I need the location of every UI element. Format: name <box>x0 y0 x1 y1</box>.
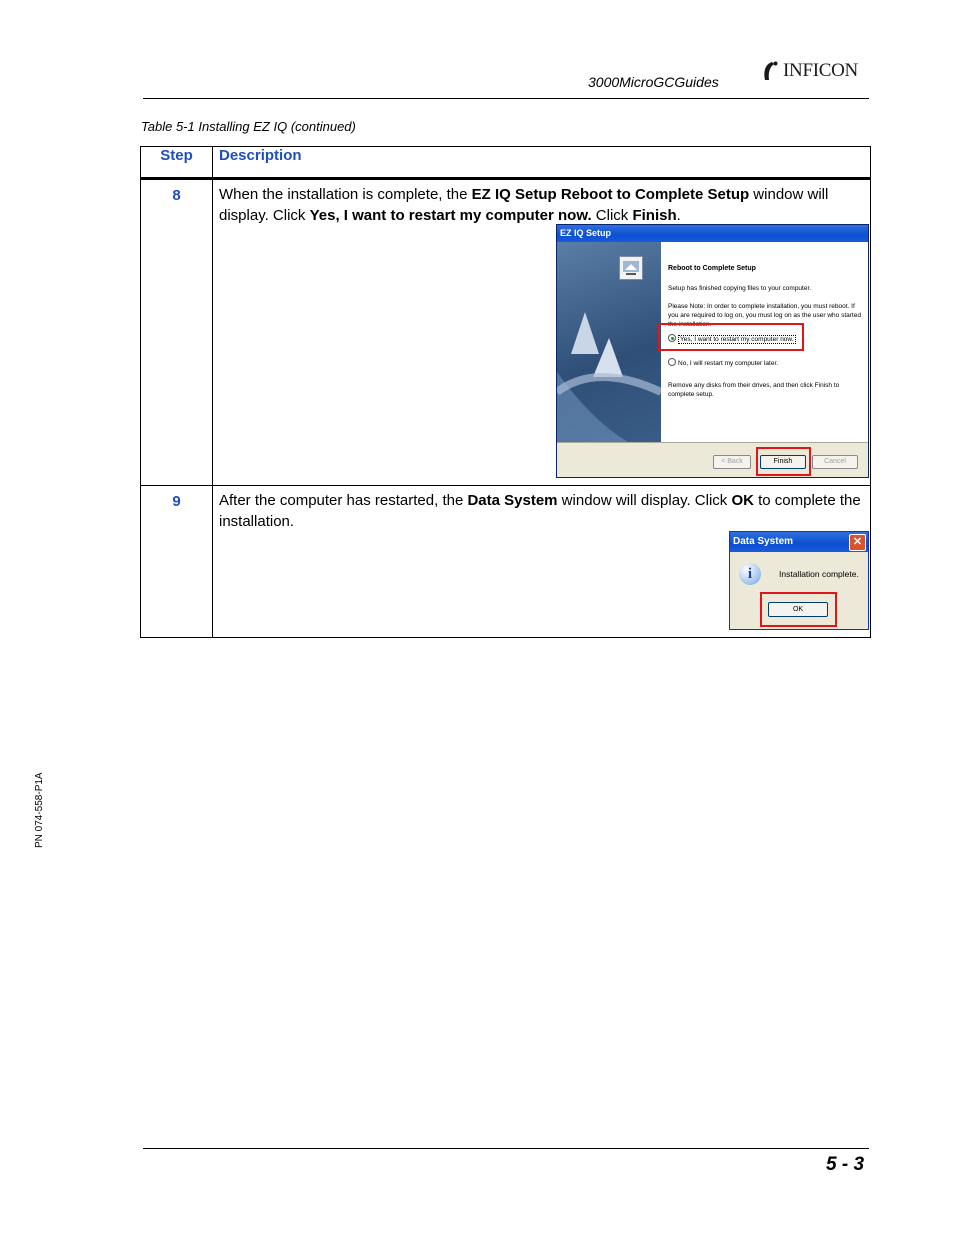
highlight-ok-button <box>760 592 837 627</box>
data-system-title: Data System <box>733 536 794 547</box>
setup-computer-icon <box>619 256 643 280</box>
step-number: 9 <box>141 486 213 638</box>
info-icon: i <box>739 563 761 585</box>
step-text: After the computer has restarted, the Data System window will display. Click OK to complete the installation. <box>219 492 861 530</box>
data-system-message: Installation complete. <box>779 569 859 579</box>
setup-title-bar: EZ IQ Setup <box>557 225 868 242</box>
radio-no-restart[interactable]: No, I will restart my computer later. <box>668 358 778 368</box>
setup-button-bar <box>557 442 868 477</box>
setup-remove-disks: Remove any disks from their drives, and then click Finish to complete setup. <box>668 382 840 398</box>
col-header-step: Step <box>141 147 213 179</box>
table-header-row <box>141 147 871 179</box>
header-rule <box>143 98 869 99</box>
step-number: 8 <box>141 179 213 486</box>
radio-yes-restart[interactable]: Yes, I want to restart my computer now. <box>668 334 796 344</box>
highlight-yes-option <box>658 323 804 351</box>
inficon-logo-icon <box>760 60 780 82</box>
setup-side-art <box>557 242 661 456</box>
setup-heading: Reboot to Complete Setup <box>668 265 756 272</box>
inficon-logo <box>760 60 858 82</box>
setup-line1: Setup has finished copying files to your computer. <box>668 285 812 292</box>
guide-title: 3000MicroGCGuides <box>588 74 719 90</box>
logo-text: INFICON <box>783 60 858 81</box>
finish-button[interactable]: Finish <box>760 455 806 469</box>
ez-iq-setup-window <box>556 224 869 478</box>
data-system-title-bar <box>730 532 868 552</box>
col-header-description: Description <box>213 147 871 179</box>
ok-button[interactable]: OK <box>768 602 828 617</box>
sails-art-icon <box>557 242 661 456</box>
step-text: When the installation is complete, the EZ IQ Setup Reboot to Complete Setup window will display. Click Yes, I want to restart my computer now. Click Finish. <box>219 186 829 224</box>
table-caption: Table 5-1 Installing EZ IQ (continued) <box>141 119 356 134</box>
setup-note: Please Note: In order to complete installation, you must reboot. If you are required to log on, you must log on as the user who started the installation. <box>668 303 861 328</box>
back-button[interactable]: < Back <box>713 455 751 469</box>
close-icon[interactable]: ✕ <box>849 534 866 551</box>
part-number: PN 074-558-P1A <box>34 772 45 848</box>
footer-rule <box>143 1148 869 1149</box>
cancel-button[interactable]: Cancel <box>812 455 858 469</box>
highlight-finish-button <box>756 447 811 476</box>
page-number: 5 - 3 <box>826 1154 865 1175</box>
radio-icon <box>668 358 676 366</box>
